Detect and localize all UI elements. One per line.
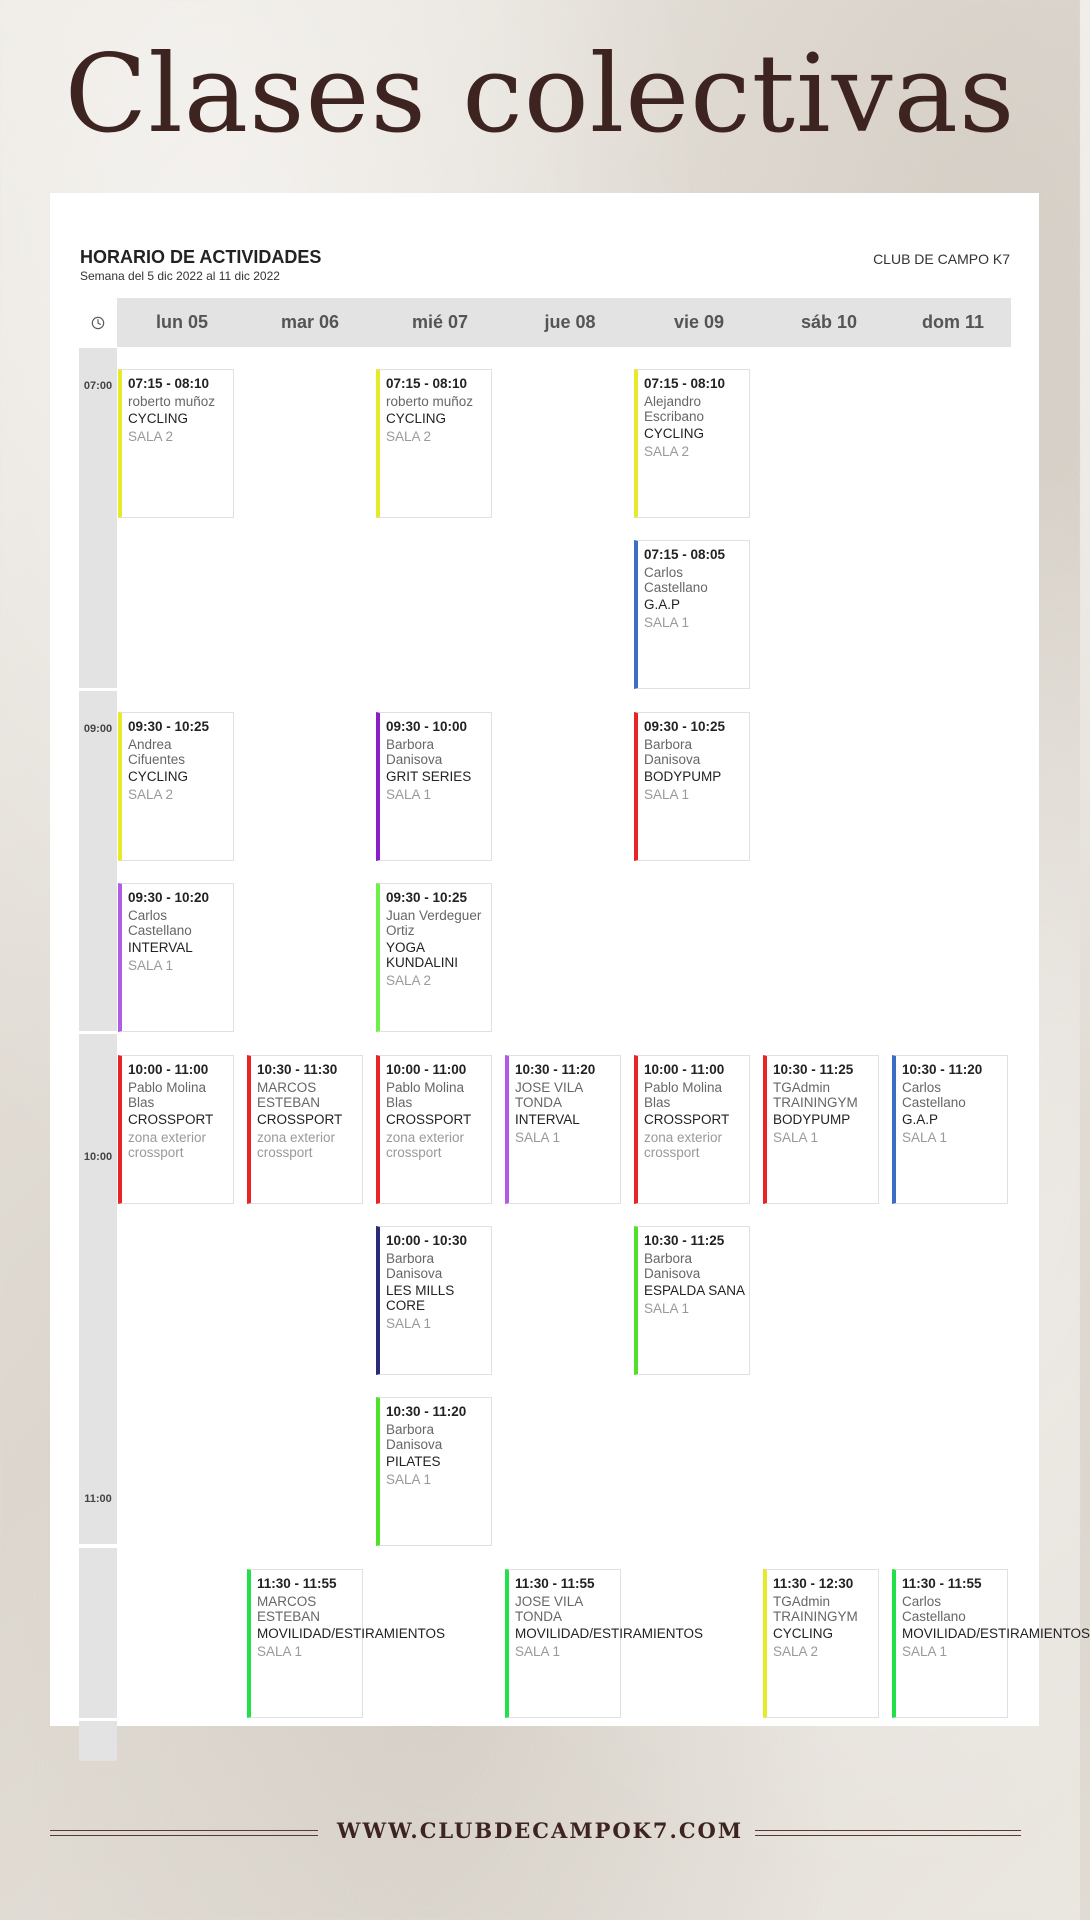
event-activity: GRIT SERIES <box>386 769 472 784</box>
event-room: SALA 2 <box>386 973 432 988</box>
event-room: SALA 1 <box>773 1130 819 1145</box>
event-time: 10:30 - 11:30 <box>257 1062 338 1077</box>
event-activity: CROSSPORT <box>644 1112 730 1127</box>
class-event[interactable] <box>118 712 234 861</box>
event-activity: MOVILIDAD/ESTIRAMIENTOS <box>902 1626 1090 1641</box>
hour-band <box>79 691 117 1031</box>
hour-band <box>79 348 117 688</box>
class-event[interactable] <box>376 369 492 518</box>
event-time: 09:30 - 10:20 <box>128 890 210 905</box>
event-instructor: Juan Verdeguer Ortiz <box>386 908 482 938</box>
day-label: lun 05 <box>155 312 208 332</box>
event-room: SALA 1 <box>644 615 690 630</box>
event-instructor: Carlos Castellano <box>902 1594 966 1624</box>
hour-label: 11:00 <box>84 1493 112 1505</box>
event-activity: G.A.P <box>644 597 681 612</box>
event-activity: CYCLING <box>128 769 189 784</box>
event-time: 10:30 - 11:20 <box>515 1062 596 1077</box>
class-event[interactable] <box>634 1226 750 1375</box>
event-instructor: Pablo Molina Blas <box>644 1080 723 1110</box>
event-instructor: Carlos Castellano <box>644 565 708 595</box>
event-activity: MOVILIDAD/ESTIRAMIENTOS <box>515 1626 704 1641</box>
event-time: 07:15 - 08:10 <box>128 376 210 391</box>
event-instructor: Barbora Danisova <box>386 1251 443 1281</box>
class-event[interactable] <box>118 369 234 518</box>
class-event[interactable] <box>892 1569 1090 1718</box>
event-time: 09:30 - 10:00 <box>386 719 468 734</box>
event-activity: ESPALDA SANA <box>644 1283 746 1298</box>
event-activity: G.A.P <box>902 1112 939 1127</box>
class-event[interactable] <box>505 1055 621 1204</box>
event-room: SALA 2 <box>386 429 432 444</box>
event-activity: CYCLING <box>128 411 189 426</box>
event-activity: CROSSPORT <box>386 1112 472 1127</box>
class-event[interactable] <box>376 1397 492 1546</box>
event-time: 11:30 - 12:30 <box>773 1576 854 1591</box>
event-room: zona exterior crossport <box>128 1130 207 1160</box>
event-instructor: Carlos Castellano <box>128 908 192 938</box>
event-room: SALA 1 <box>644 787 690 802</box>
class-event[interactable] <box>634 540 750 689</box>
event-room: SALA 1 <box>386 787 432 802</box>
event-room: SALA 1 <box>257 1644 303 1659</box>
event-time: 10:00 - 10:30 <box>386 1233 468 1248</box>
event-activity: INTERVAL <box>515 1112 580 1127</box>
class-event[interactable] <box>763 1569 879 1718</box>
class-event[interactable] <box>376 1226 492 1375</box>
event-time: 10:30 - 11:25 <box>773 1062 854 1077</box>
event-instructor: TGAdmin TRAININGYM <box>773 1080 858 1110</box>
event-time: 10:30 - 11:20 <box>386 1404 467 1419</box>
event-instructor: Carlos Castellano <box>902 1080 966 1110</box>
event-activity: YOGA KUNDALINI <box>386 940 459 970</box>
event-room: SALA 2 <box>128 429 174 444</box>
hour-band <box>79 1548 117 1718</box>
event-instructor: Barbora Danisova <box>386 1422 443 1452</box>
event-activity: CROSSPORT <box>257 1112 343 1127</box>
event-room: SALA 1 <box>515 1130 561 1145</box>
event-activity: BODYPUMP <box>773 1112 851 1127</box>
event-instructor: MARCOS ESTEBAN <box>257 1080 321 1110</box>
event-room: SALA 1 <box>515 1644 561 1659</box>
event-instructor: roberto muñoz <box>128 394 216 409</box>
day-header-row <box>117 298 1011 347</box>
hour-column <box>79 348 117 1748</box>
event-instructor: Pablo Molina Blas <box>128 1080 207 1110</box>
clock-icon <box>79 298 117 347</box>
event-time: 11:30 - 11:55 <box>257 1576 337 1591</box>
event-instructor: MARCOS ESTEBAN <box>257 1594 321 1624</box>
schedule-title: HORARIO DE ACTIVIDADES <box>80 247 322 267</box>
footer-website[interactable]: WWW.CLUBDECAMPOK7.COM <box>336 1818 744 1843</box>
event-room: SALA 2 <box>644 444 690 459</box>
event-time: 10:00 - 11:00 <box>386 1062 467 1077</box>
event-instructor: Barbora Danisova <box>386 737 443 767</box>
event-activity: CYCLING <box>386 411 447 426</box>
schedule-sheet <box>50 193 1090 1726</box>
hour-label: 10:00 <box>83 1151 113 1163</box>
class-event[interactable] <box>634 712 750 861</box>
hour-label: 09:00 <box>83 723 113 735</box>
class-event[interactable] <box>376 1055 492 1204</box>
event-instructor: Alejandro Escribano <box>644 394 705 424</box>
event-time: 10:30 - 11:20 <box>902 1062 983 1077</box>
event-instructor: Andrea Cifuentes <box>128 737 186 767</box>
event-time: 11:30 - 11:55 <box>902 1576 982 1591</box>
event-room: SALA 1 <box>902 1130 948 1145</box>
class-event[interactable] <box>634 369 750 518</box>
day-label: mar 06 <box>280 312 340 332</box>
event-activity: PILATES <box>386 1454 441 1469</box>
class-event[interactable] <box>247 1055 363 1204</box>
day-label: mié 07 <box>411 312 469 332</box>
event-activity: CYCLING <box>644 426 705 441</box>
event-time: 07:15 - 08:05 <box>644 547 726 562</box>
class-event[interactable] <box>118 1055 234 1204</box>
event-time: 09:30 - 10:25 <box>644 719 726 734</box>
event-time: 09:30 - 10:25 <box>128 719 210 734</box>
page-title: Clases colectivas <box>64 32 1016 157</box>
event-time: 07:15 - 08:10 <box>644 376 726 391</box>
schedule-week-range: Semana del 5 dic 2022 al 11 dic 2022 <box>80 269 280 283</box>
event-time: 10:30 - 11:25 <box>644 1233 725 1248</box>
class-event[interactable] <box>247 1569 446 1718</box>
event-room: zona exterior crossport <box>644 1130 723 1160</box>
class-event[interactable] <box>505 1569 704 1718</box>
event-activity: LES MILLS CORE <box>386 1283 455 1313</box>
event-room: SALA 2 <box>773 1644 819 1659</box>
class-event[interactable] <box>634 1055 750 1204</box>
event-instructor: Barbora Danisova <box>644 1251 701 1281</box>
class-event[interactable] <box>118 883 234 1032</box>
event-activity: INTERVAL <box>128 940 193 955</box>
event-time: 10:00 - 11:00 <box>128 1062 209 1077</box>
event-room: SALA 2 <box>128 787 174 802</box>
event-room: SALA 1 <box>386 1472 432 1487</box>
event-activity: MOVILIDAD/ESTIRAMIENTOS <box>257 1626 446 1641</box>
event-time: 07:15 - 08:10 <box>386 376 468 391</box>
event-activity: BODYPUMP <box>644 769 722 784</box>
hour-band <box>79 1034 117 1544</box>
event-room: SALA 1 <box>128 958 174 973</box>
event-activity: CYCLING <box>773 1626 834 1641</box>
class-event[interactable] <box>376 712 492 861</box>
day-label: vie 09 <box>673 312 725 332</box>
event-room: SALA 1 <box>644 1301 690 1316</box>
event-room: zona exterior crossport <box>386 1130 465 1160</box>
event-instructor: roberto muñoz <box>386 394 474 409</box>
event-room: SALA 1 <box>902 1644 948 1659</box>
class-event[interactable] <box>892 1055 1008 1204</box>
event-instructor: JOSE VILA TONDA <box>515 1594 583 1624</box>
event-instructor: TGAdmin TRAININGYM <box>773 1594 858 1624</box>
class-event[interactable] <box>376 883 492 1032</box>
class-event[interactable] <box>763 1055 879 1204</box>
event-instructor: JOSE VILA TONDA <box>515 1080 583 1110</box>
club-name: CLUB DE CAMPO K7 <box>873 251 1010 267</box>
event-instructor: Barbora Danisova <box>644 737 701 767</box>
event-activity: CROSSPORT <box>128 1112 214 1127</box>
event-room: SALA 1 <box>386 1316 432 1331</box>
event-room: zona exterior crossport <box>257 1130 336 1160</box>
event-instructor: Pablo Molina Blas <box>386 1080 465 1110</box>
day-label: sáb 10 <box>800 312 858 332</box>
event-time: 11:30 - 11:55 <box>515 1576 595 1591</box>
event-time: 09:30 - 10:25 <box>386 890 468 905</box>
hour-band <box>79 1721 117 1761</box>
event-time: 10:00 - 11:00 <box>644 1062 725 1077</box>
hour-label: 07:00 <box>83 380 113 392</box>
day-label: jue 08 <box>544 312 596 332</box>
day-label: dom 11 <box>921 312 985 332</box>
